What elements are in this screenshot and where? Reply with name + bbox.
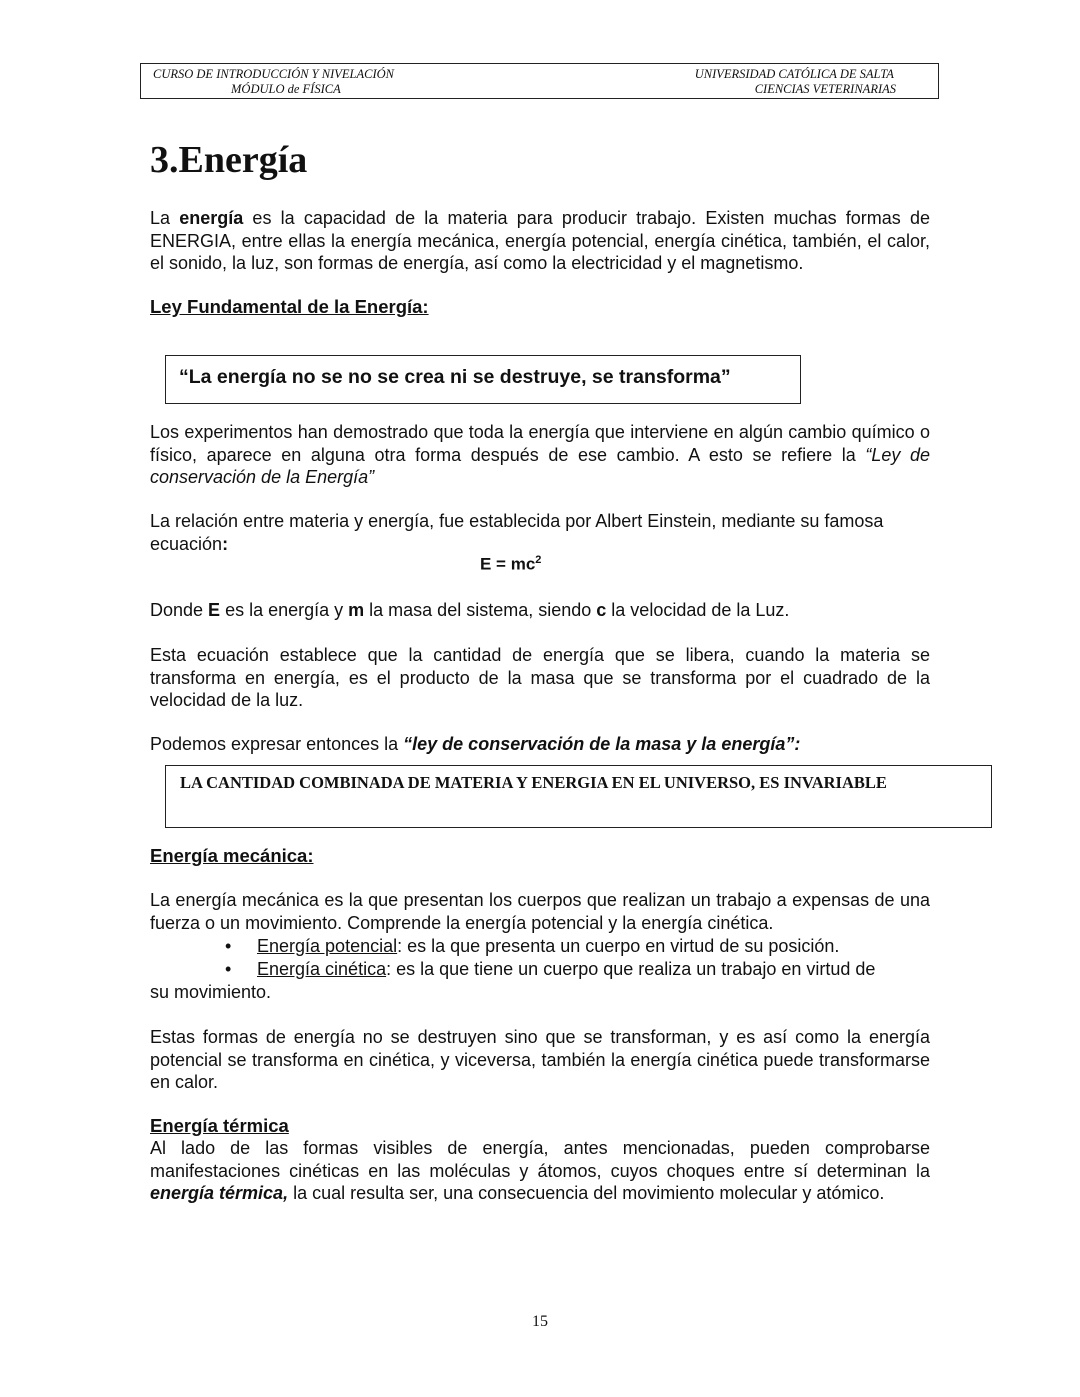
page-title: 3.Energía xyxy=(150,139,308,181)
termica-bold-italic: energía térmica, xyxy=(150,1183,289,1203)
einstein-equation xyxy=(480,554,541,575)
header-left xyxy=(153,67,394,97)
invariable-statement: LA CANTIDAD COMBINADA DE MATERIA Y ENERGIA EN EL UNIVERSO, ES INVARIABLE xyxy=(180,773,887,792)
intro-prefix: La xyxy=(150,208,180,228)
module-name: MÓDULO de FÍSICA xyxy=(231,82,341,96)
bullet-continuation: su movimiento. xyxy=(150,982,272,1002)
termica-text: Al lado de las formas visibles de energía, antes mencionadas, pueden comprobarse manifestaciones cinéticas en las moléculas y átomos, cuyos choques entre sí determinan la xyxy=(150,1138,930,1181)
termica-paragraph xyxy=(150,1137,930,1205)
donde-t1: Donde xyxy=(150,600,209,620)
header-right xyxy=(695,67,896,97)
university-name: UNIVERSIDAD CATÓLICA DE SALTA xyxy=(694,67,894,81)
experiments-italic: “Ley de conservación de la Energía” xyxy=(150,444,930,487)
law-quote: “La energía no se no se crea ni se destruye, se transforma” xyxy=(179,366,731,388)
donde-t3: la masa del sistema, siendo xyxy=(364,600,597,620)
bullet-term: Energía potencial xyxy=(257,936,398,956)
equation-exponent: 2 xyxy=(535,554,542,566)
donde-c: c xyxy=(596,600,607,620)
invariable-box xyxy=(165,765,992,828)
podemos-text: Podemos expresar entonces la xyxy=(150,734,404,754)
einstein-colon: : xyxy=(222,533,229,554)
donde-m: m xyxy=(348,600,365,620)
bullet-text: : es la que presenta un cuerpo en virtud de su posición. xyxy=(397,936,840,956)
podemos-bold-italic: “ley de conservación de la masa y la energía”: xyxy=(403,734,801,754)
law-quote-box xyxy=(165,355,801,404)
donde-t2: es la energía y xyxy=(220,600,349,620)
bullet-text: : es la que tiene un cuerpo que realiza un trabajo en virtud de xyxy=(386,959,876,979)
page-number: 15 xyxy=(532,1313,548,1330)
course-name: CURSO DE INTRODUCCIÓN Y NIVELACIÓN xyxy=(153,67,394,81)
bullet-term: Energía cinética xyxy=(257,959,387,979)
mecanica-heading: Energía mecánica: xyxy=(150,845,314,866)
donde-t4: la velocidad de la Luz. xyxy=(606,600,790,620)
experiments-paragraph xyxy=(150,421,930,489)
donde-E: E xyxy=(208,600,221,620)
intro-rest: es la capacidad de la materia para producir trabajo. Existen muchas formas de ENERGIA, entre ellas la energía mecánica, energía potencial, energía cinética, también, el calor, el sonido, la luz, son formas de energía, así como la electricidad y el magnetismo. xyxy=(150,208,930,273)
page-header xyxy=(140,63,939,99)
ley-heading: Ley Fundamental de la Energía: xyxy=(150,296,429,317)
intro-paragraph xyxy=(150,207,930,275)
termica-rest: la cual resulta ser, una consecuencia del movimiento molecular y atómico. xyxy=(288,1183,885,1203)
einstein-text: La relación entre materia y energía, fue establecida por Albert Einstein, mediante su famosa ecuación xyxy=(150,511,884,554)
intro-bold-term: energía xyxy=(179,208,244,228)
transform-paragraph: Estas formas de energía no se destruyen sino que se transforman, y es así como la energía potencial se transforma en cinética, y viceversa, también la energía cinética puede transformarse en calor. xyxy=(150,1027,930,1092)
bullet-dot: • xyxy=(225,959,232,979)
equation-base: E = mc xyxy=(480,554,536,574)
experiments-text: Los experimentos han demostrado que toda la energía que interviene en algún cambio químico o físico, aparece en alguna otra forma después de ese cambio. A esto se refiere la xyxy=(150,422,930,465)
bullet-dot: • xyxy=(225,936,232,956)
mecanica-paragraph: La energía mecánica es la que presentan los cuerpos que realizan un trabajo a expensas de una fuerza o un movimiento. Comprende la energía potencial y la energía cinética. xyxy=(150,890,930,933)
termica-heading: Energía térmica xyxy=(150,1115,289,1136)
podemos-paragraph xyxy=(150,733,930,756)
donde-paragraph xyxy=(150,599,930,622)
einstein-paragraph xyxy=(150,510,930,555)
faculty-name: CIENCIAS VETERINARIAS xyxy=(754,82,896,96)
ecuacion-paragraph: Esta ecuación establece que la cantidad de energía que se libera, cuando la materia se transforma en energía, es el producto de la masa que se transforma por el cuadrado de la velocidad de la luz. xyxy=(150,645,930,710)
